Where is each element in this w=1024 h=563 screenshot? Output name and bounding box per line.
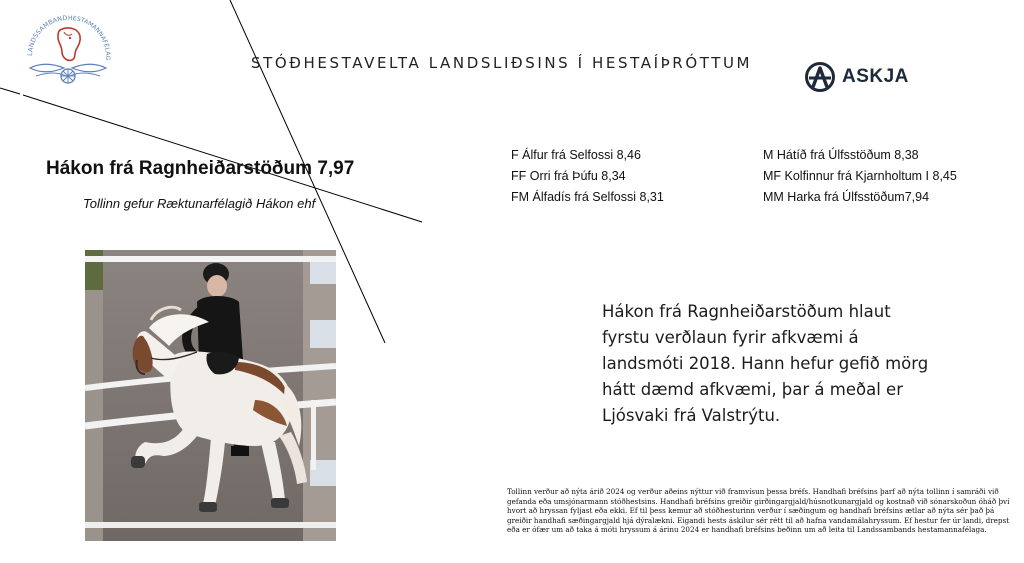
pedigree-sire-dam: FM Álfadís frá Selfossi 8,31 — [511, 190, 664, 204]
horse-description: Hákon frá Ragnheiðarstöðum hlaut fyrstu verðlaun fyrir afkvæmi á landsmóti 2018. Hann hefur gefið mörg hátt dæmd afkvæmi, þar á meðal er Ljósvaki frá Valstrýtu. — [602, 302, 929, 425]
pedigree-sire-side — [511, 148, 664, 204]
horse-subtitle: Tollinn gefur Ræktunarfélagið Hákon ehf — [83, 196, 316, 211]
askja-emblem-icon — [804, 61, 836, 93]
horse-photo — [85, 250, 336, 541]
pedigree-dam-sire: MF Kolfinnur frá Kjarnholtum I 8,45 — [763, 169, 957, 183]
logo-arc-text-right: HESTAMANNAFÉLAG — [67, 14, 112, 61]
pedigree-dam-side — [763, 148, 957, 204]
page-title: STÓÐHESTAVELTA LANDSLIÐSINS Í HESTAÍÞRÓTTUM — [251, 54, 753, 72]
askja-logo — [804, 61, 909, 93]
pedigree-sire: F Álfur frá Selfossi 8,46 — [511, 148, 641, 162]
horse-title: Hákon frá Ragnheiðarstöðum 7,97 — [46, 158, 355, 179]
pedigree-dam-dam: MM Harka frá Úlfsstöðum7,94 — [763, 190, 930, 204]
landssamband-hestamannafelaga-logo — [18, 10, 118, 92]
logo-arc-text-left: LANDSSAMBAND — [26, 14, 68, 57]
pedigree-sire-sire: FF Orri frá Þúfu 8,34 — [511, 169, 626, 183]
terms-fineprint: Tollinn verður að nýta árið 2024 og verður aðeins nýttur við framvísun þessa bréfs. Handhafi bréfsins þarf að nýta tollinn í samráði við gefanda eða umsjónarmann stóðhestsins. Handhafi bréfsins greiðir girðingargjald/húsnotkunargjald og kostnað við sónarskoðun óháð því hvort að hryssan fyljast eða ekki. Ef til þess kemur að stóðhesturinn verður í sæðingum og handhafi bréfsins ætlar að nýta sér það þá greiðir handhafi sæðingargjald hjá dýralækni. Eigandi hests áskilur sér rétt til að hafna vandamálahryssum. Ef hestur fer úr landi, drepst eða er ófær um að taka á móti hryssum á árinu 2024 er handhafi bréfsins beðinn um að leita til Landssambands hestamannafélaga. — [507, 487, 1010, 535]
line-fragment — [0, 88, 20, 94]
askja-logo-text: ASKJA — [842, 66, 909, 87]
pedigree-dam: M Hátíð frá Úlfsstöðum 8,38 — [763, 148, 919, 162]
